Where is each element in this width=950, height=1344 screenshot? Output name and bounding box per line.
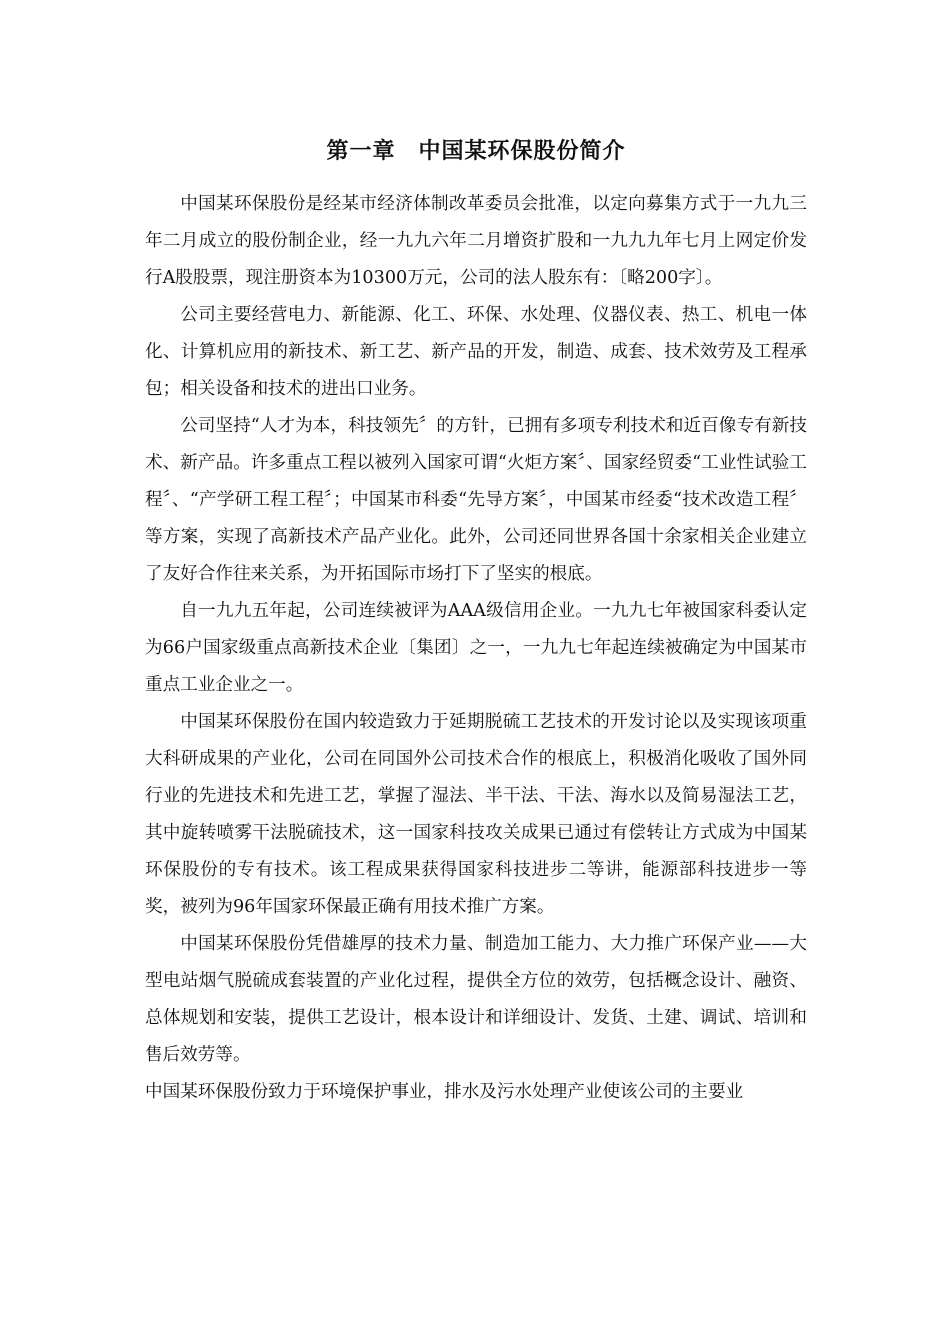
paragraph-environmental-business: 中国某环保股份致力于环境保护事业，排水及污水处理产业使该公司的主要业 [145,1082,744,1102]
paragraph-technology-policy: 公司坚持“人才为本，科技领先〞的方针，已拥有多项专利技术和近百像专有新技术、新产品。许多重点工程以被列入国家可谓“火炬方案〞、国家经贸委“工业性试验工程〞、“产学研工程工程〞；中国某市科委“先导方案〞，中国某市经委“技术改造工程〞等方案，实现了高新技术产品产业化。此外，公司还同世界各国十余家相关企业建立了友好合作往来关系，为开拓国际市场打下了坚实的根底。 [145,416,807,584]
paragraph-company-founding: 中国某环保股份是经某市经济体制改革委员会批准，以定向募集方式于一九九三年二月成立的股份制企业，经一九九六年二月增资扩股和一九九九年七月上网定价发行A股股票，现注册资本为10300万元，公司的法人股东有：〔略200字〕。 [145,194,807,288]
paragraph-services: 中国某环保股份凭借雄厚的技术力量、制造加工能力、大力推广环保产业——大型电站烟气脱硫成套装置的产业化过程，提供全方位的效劳，包括概念设计、融资、总体规划和安装，提供工艺设计，根本设计和详细设计、发货、土建、调试、培训和售后效劳等。 [145,934,807,1065]
paragraph-business-scope: 公司主要经营电力、新能源、化工、环保、水处理、仪器仪表、热工、机电一体化、计算机应用的新技术、新工艺、新产品的开发，制造、成套、技术效劳及工程承包；相关设备和技术的进出口业务。 [145,305,807,399]
chapter-title: 第一章 中国某环保股份简介 [326,139,626,164]
paragraph-credit-rating: 自一九九五年起，公司连续被评为AAA级信用企业。一九九七年被国家科委认定为66户国家级重点高新技术企业〔集团〕之一，一九九七年起连续被确定为中国某市重点工业企业之一。 [145,601,807,695]
document-page [145,132,807,1111]
paragraph-desulfurization-tech: 中国某环保股份在国内较造致力于延期脱硫工艺技术的开发讨论以及实现该项重大科研成果的产业化，公司在同国外公司技术合作的根底上，积极消化吸收了国外同行业的先进技术和先进工艺，掌握了湿法、半干法、干法、海水以及简易湿法工艺，其中旋转喷雾干法脱硫技术，这一国家科技攻关成果已通过有偿转让方式成为中国某环保股份的专有技术。该工程成果获得国家科技进步二等讲，能源部科技进步一等奖，被列为96年国家环保最正确有用技术推广方案。 [145,712,807,917]
